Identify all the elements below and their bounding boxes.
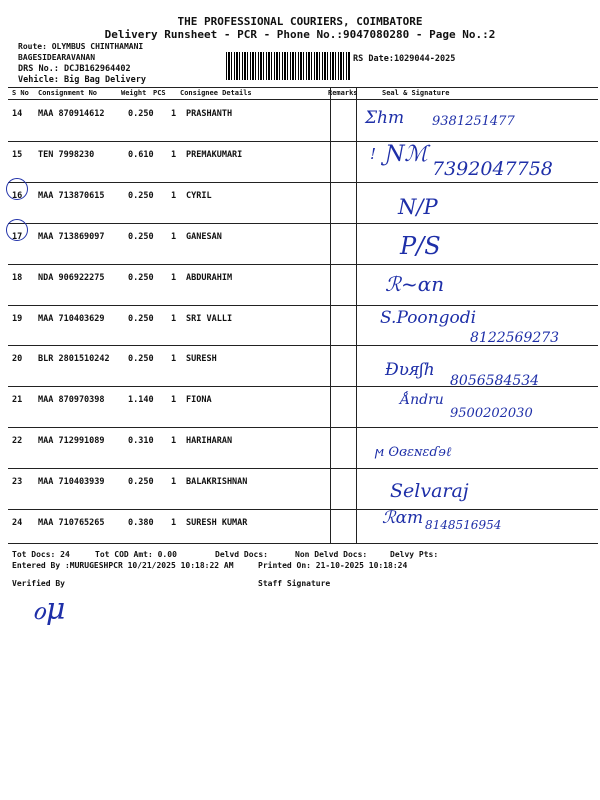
row-14-signature: Ʃhm [365,108,405,128]
row-consignment-no: MAA 870970398 [38,395,105,406]
row-15-phone: 7392047758 [432,158,553,180]
row-pcs: 1 [171,477,177,488]
row-20-signature: Ɖʋᴙʃh [385,360,435,380]
row-consignee-name: PRASHANTH [186,109,233,119]
row-consignment-no: MAA 713870615 [38,190,105,201]
row-24-signature: ℛɑm [382,508,424,528]
row-sno: 18 [12,272,23,283]
row-sno: 22 [12,436,23,447]
rs-date: RS Date:1029044-2025 [353,54,456,64]
row-22-signature: ϻ ʘɞɛɴɛɗɘℓ [375,445,452,460]
row-pcs: 1 [171,231,177,242]
row-21-signature: Ǻndru [400,392,444,408]
row-weight: 1.140 [128,395,154,406]
row-15-mark: ! [370,145,377,163]
row-pcs: 1 [171,354,177,365]
row-17-remark: P/S [400,232,441,260]
row-consignment-no: MAA 710403939 [38,477,105,488]
row-consignee-name: PREMAKUMARI [186,149,243,160]
row-consignee-name: CYRIL [186,190,212,201]
entered-by: Entered By :MURUGESHPCR 10/21/2025 10:18:22 AM [12,561,234,570]
row-sno: 17 [12,231,23,242]
route-label: Route: OLYMBUS CHINTHAMANI [18,42,144,51]
row-sno: 16 [12,190,23,201]
col-remarks: Remarks [328,89,358,97]
drs-number: DRS No.: DCJB162964402 [18,64,131,74]
row-weight: 0.610 [128,149,154,160]
row-18-signature: ℛ~ɑn [385,272,445,296]
row-pcs: 1 [171,395,177,406]
staff-name: BAGESIDEARAVANAN [18,53,96,62]
row-17-circle-mark [6,219,28,241]
row-consignment-no: MAA 713869097 [38,231,105,242]
row-pcs: 1 [171,149,177,160]
row-weight: 0.250 [128,272,154,283]
row-pcs: 1 [171,436,177,447]
row-consignee-name: SRI VALLI [186,313,233,324]
table-row [0,182,600,223]
company-title: THE PROFESSIONAL COURIERS, COIMBATORE [177,15,423,28]
non-delivered-docs: Non Delvd Docs: [295,550,368,559]
col-consignment: Consignment No [38,89,98,97]
row-consignee-name: BALAKRISHNAN [186,477,248,488]
total-cod: Tot COD Amt: 0.00 [95,550,177,559]
row-sno: 20 [12,354,23,365]
barcode [226,52,350,80]
col-signature: Seal & Signature [382,89,450,97]
row-consignment-no: MAA 712991089 [38,436,105,447]
row-23-signature: Selvaraj [390,480,469,502]
row-consignment-no: BLR 2801510242 [38,354,110,365]
row-weight: 0.250 [128,354,154,365]
row-pcs: 1 [171,272,177,283]
row-16-remark: N/P [398,195,438,219]
row-consignment-no: MAA 870914612 [38,109,105,119]
row-weight: 0.250 [128,190,154,201]
row-consignee-name: GANESAN [186,231,222,242]
printed-on: Printed On: 21-10-2025 10:18:24 [258,561,408,570]
table-row [0,468,600,509]
row-24-phone: 8148516954 [425,518,502,532]
row-sno: 15 [12,149,23,160]
table-row [0,509,600,550]
row-weight: 0.310 [128,436,154,447]
row-pcs: 1 [171,518,177,528]
staff-signature-label: Staff Signature [258,579,331,588]
delivered-docs: Delvd Docs: [215,550,268,559]
row-sno: 14 [12,109,23,119]
row-20-phone: 8056584534 [450,373,540,389]
vehicle-label: Vehicle: Big Bag Delivery [18,75,146,85]
verifier-signature: ℴμ [32,592,66,627]
row-consignee-name: HARIHARAN [186,436,233,447]
col-weight: Weight [121,89,147,97]
row-19-phone: 8122569273 [470,330,560,346]
row-weight: 0.250 [128,109,154,119]
row-weight: 0.250 [128,231,154,242]
row-consignee-name: SURESH KUMAR [186,518,248,528]
row-21-phone: 9500202030 [450,406,533,421]
col-pcs: PCS [153,89,166,97]
row-14-phone: 9381251477 [432,114,515,129]
row-16-circle-mark [6,178,28,200]
table-row [0,427,600,468]
row-consignment-no: MAA 710765265 [38,518,105,528]
row-consignment-no: NDA 906922275 [38,272,105,283]
row-sno: 23 [12,477,23,488]
col-consignee: Consignee Details [180,89,252,97]
row-pcs: 1 [171,313,177,324]
row-consignee-name: ABDURAHIM [186,272,233,283]
row-sno: 24 [12,518,23,528]
runsheet-title: Delivery Runsheet - PCR - Phone No.:9047080280 - Page No.:2 [104,28,496,41]
row-pcs: 1 [171,190,177,201]
row-weight: 0.250 [128,477,154,488]
total-docs: Tot Docs: 24 [12,550,70,559]
table-row [0,223,600,264]
row-weight: 0.250 [128,313,154,324]
delivery-points: Delvy Pts: [390,550,439,559]
row-consignee-name: SURESH [186,354,217,365]
row-15-signature: Ɲℳ [385,142,428,167]
row-pcs: 1 [171,109,177,119]
row-consignment-no: TEN 7998230 [38,149,95,160]
row-weight: 0.380 [128,518,154,528]
table-top-border [8,87,598,88]
row-19-signature: S.Poongodi [380,308,477,328]
row-consignment-no: MAA 710403629 [38,313,105,324]
row-sno: 21 [12,395,23,406]
table-row [0,264,600,305]
row-consignee-name: FIONA [186,395,212,406]
col-sno: S No [12,89,29,97]
row-sno: 19 [12,313,23,324]
verified-by-label: Verified By [12,579,65,588]
